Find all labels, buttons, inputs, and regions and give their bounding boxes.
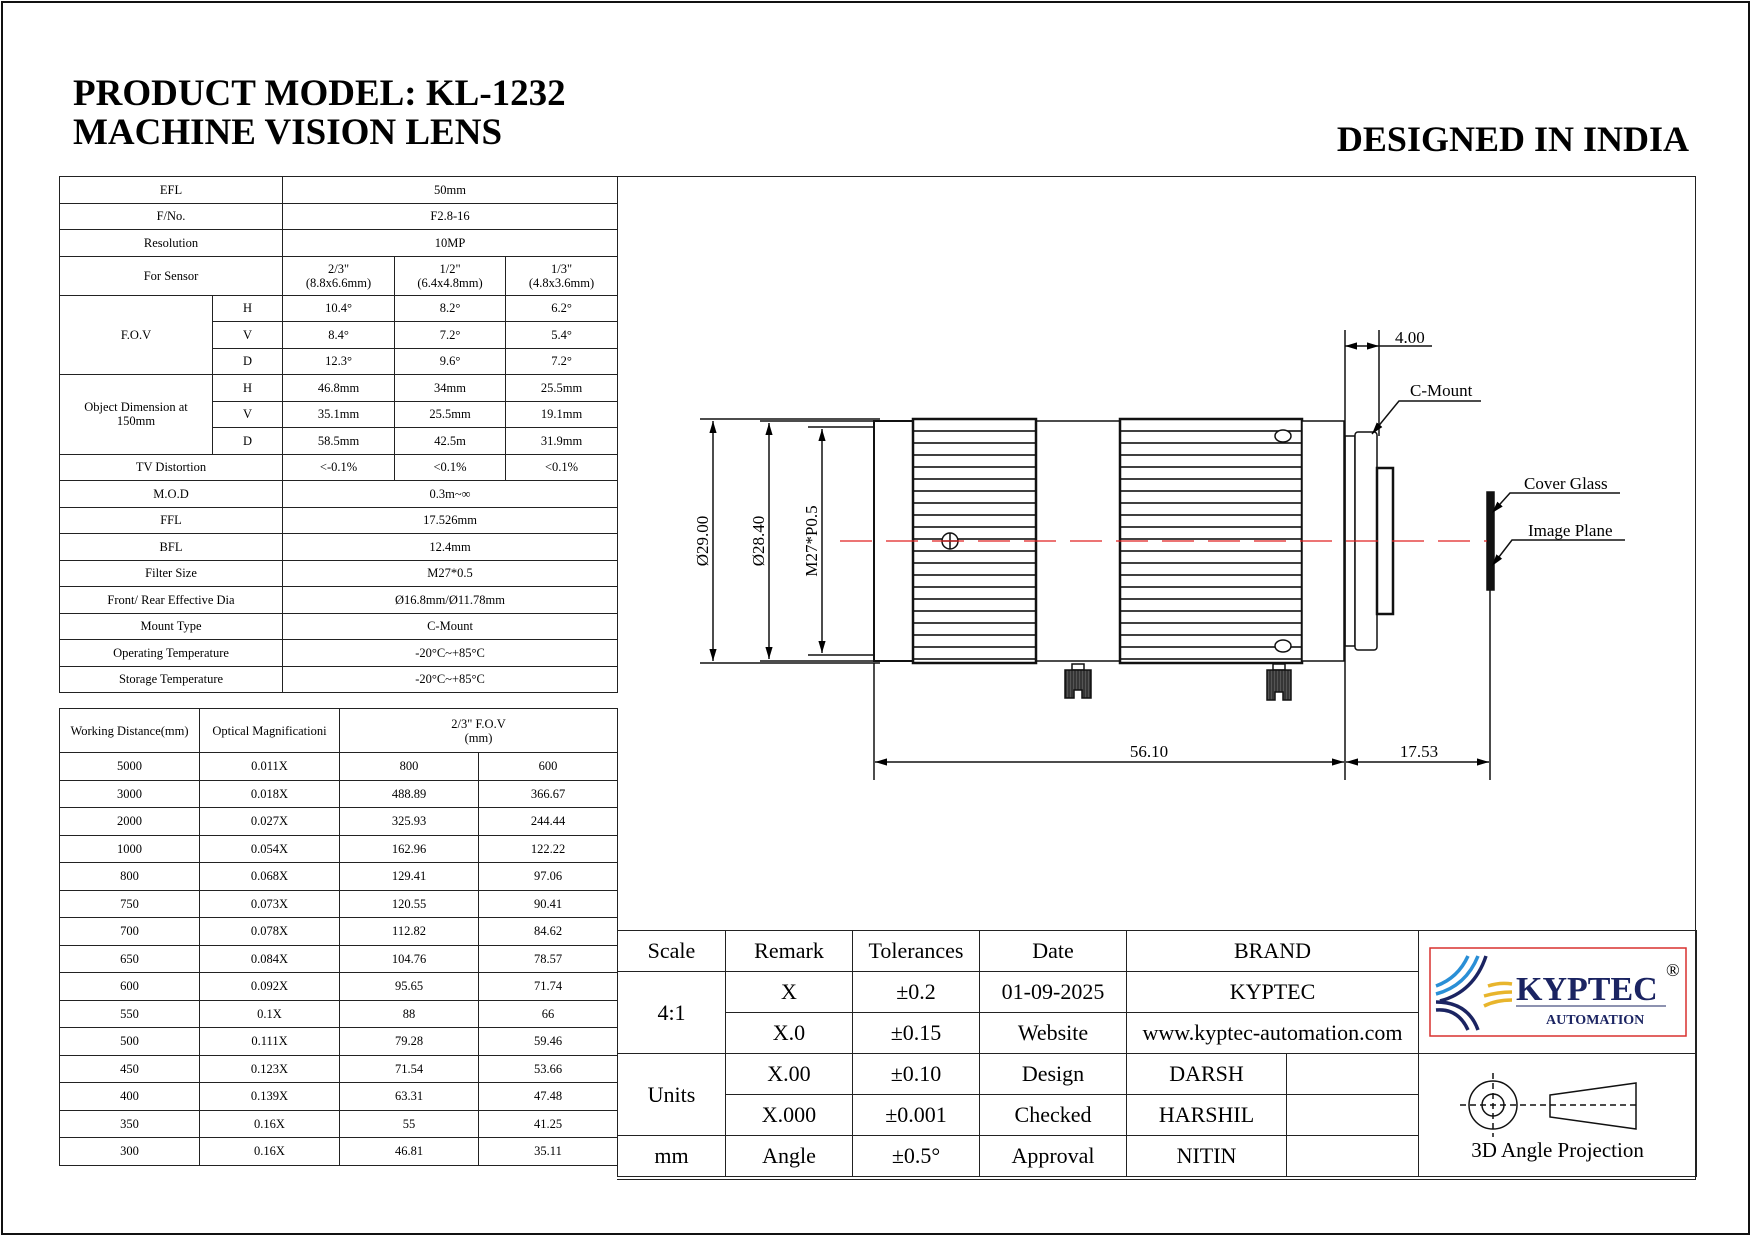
spec-label: F/No. [60, 203, 283, 230]
fov-header: 2/3" F.O.V (mm) [340, 709, 618, 753]
wd-cell-v: 600 [479, 753, 618, 781]
svg-text:®: ® [1665, 960, 1680, 980]
wd-cell-h: 129.41 [340, 863, 479, 891]
spec-label: Filter Size [60, 560, 283, 587]
spec-value: 31.9mm [506, 428, 618, 455]
projection-label: 3D Angle Projection [1471, 1138, 1644, 1162]
units-label: Units [618, 1054, 726, 1136]
wd-cell-v: 59.46 [479, 1028, 618, 1056]
design-label: Design [980, 1054, 1127, 1095]
wd-cell-wd: 600 [60, 973, 200, 1001]
design-value: DARSH [1127, 1054, 1287, 1095]
wd-cell-v: 66 [479, 1000, 618, 1028]
spec-value: 8.4° [283, 322, 395, 349]
wd-cell-h: 88 [340, 1000, 479, 1028]
wd-cell-mag: 0.084X [200, 945, 340, 973]
spec-value: 7.2° [506, 348, 618, 375]
spec-value: 25.5mm [506, 375, 618, 402]
spec-value: <0.1% [506, 454, 618, 481]
spec-value: 19.1mm [506, 401, 618, 428]
wd-cell-h: 120.55 [340, 890, 479, 918]
wd-cell-wd: 350 [60, 1110, 200, 1138]
wd-cell-mag: 0.027X [200, 808, 340, 836]
spec-value: F2.8-16 [283, 203, 618, 230]
wd-cell-wd: 500 [60, 1028, 200, 1056]
wd-cell-wd: 1000 [60, 835, 200, 863]
projection-cell [1419, 1054, 1697, 1177]
spec-label: Resolution [60, 230, 283, 257]
wd-cell-wd: 800 [60, 863, 200, 891]
remark-cell: Angle [726, 1136, 853, 1177]
units-value: mm [618, 1136, 726, 1177]
axis-label: D [213, 348, 283, 375]
dim-flange: 4.00 [1395, 328, 1425, 347]
tolerance-cell: ±0.2 [853, 972, 980, 1013]
sensor-col: 1/3" (4.8x3.6mm) [506, 256, 618, 295]
wd-cell-mag: 0.139X [200, 1083, 340, 1111]
wd-cell-mag: 0.123X [200, 1055, 340, 1083]
axis-label: H [213, 375, 283, 402]
wd-cell-v: 122.22 [479, 835, 618, 863]
wd-cell-mag: 0.1X [200, 1000, 340, 1028]
wd-cell-wd: 300 [60, 1138, 200, 1166]
spec-label: FFL [60, 507, 283, 534]
wd-cell-h: 800 [340, 753, 479, 781]
wd-cell-wd: 450 [60, 1055, 200, 1083]
tolerance-cell: ±0.10 [853, 1054, 980, 1095]
spec-value: 9.6° [395, 348, 506, 375]
spec-value: 6.2° [506, 295, 618, 322]
spec-value: 12.4mm [283, 534, 618, 561]
wd-cell-h: 488.89 [340, 780, 479, 808]
spec-label: TV Distortion [60, 454, 283, 481]
spec-value: -20°C~+85°C [283, 666, 618, 693]
wd-cell-wd: 400 [60, 1083, 200, 1111]
spec-value: 25.5mm [395, 401, 506, 428]
spec-value: 17.526mm [283, 507, 618, 534]
spec-value: Ø16.8mm/Ø11.78mm [283, 587, 618, 614]
axis-label: H [213, 295, 283, 322]
tolerances-header: Tolerances [853, 931, 980, 972]
wd-cell-wd: 700 [60, 918, 200, 946]
spec-value: <-0.1% [283, 454, 395, 481]
tolerance-cell: ±0.5° [853, 1136, 980, 1177]
wd-cell-h: 162.96 [340, 835, 479, 863]
axis-label: V [213, 322, 283, 349]
wd-cell-mag: 0.092X [200, 973, 340, 1001]
spec-label: F.O.V [60, 295, 213, 375]
date-value: 01-09-2025 [980, 972, 1127, 1013]
brand-value: KYPTEC [1127, 972, 1419, 1013]
remark-cell: X [726, 972, 853, 1013]
wd-cell-mag: 0.16X [200, 1138, 340, 1166]
wd-cell-wd: 750 [60, 890, 200, 918]
product-type-title: MACHINE VISION LENS [73, 112, 503, 153]
spec-value: 10.4° [283, 295, 395, 322]
wd-cell-v: 71.74 [479, 973, 618, 1001]
wd-cell-h: 104.76 [340, 945, 479, 973]
title-block [617, 930, 1697, 1177]
wd-cell-mag: 0.011X [200, 753, 340, 781]
spec-label: For Sensor [60, 256, 283, 295]
spec-value: 12.3° [283, 348, 395, 375]
wd-cell-v: 53.66 [479, 1055, 618, 1083]
dim-bfl: 17.53 [1399, 742, 1439, 761]
spec-label: Front/ Rear Effective Dia [60, 587, 283, 614]
approval-value: NITIN [1127, 1136, 1287, 1177]
dim-outer-diameter: Ø29.00 [693, 515, 712, 567]
wd-cell-v: 47.48 [479, 1083, 618, 1111]
wd-cell-v: 78.57 [479, 945, 618, 973]
wd-header: Working Distance(mm) [60, 709, 200, 753]
spec-value: 10MP [283, 230, 618, 257]
wd-cell-h: 79.28 [340, 1028, 479, 1056]
spec-value: 42.5m [395, 428, 506, 455]
wd-cell-mag: 0.16X [200, 1110, 340, 1138]
spec-value: 7.2° [395, 322, 506, 349]
wd-cell-h: 55 [340, 1110, 479, 1138]
design-sign [1287, 1054, 1419, 1095]
wd-cell-h: 325.93 [340, 808, 479, 836]
checked-sign [1287, 1095, 1419, 1136]
spec-value: 58.5mm [283, 428, 395, 455]
wd-cell-v: 244.44 [479, 808, 618, 836]
wd-cell-wd: 550 [60, 1000, 200, 1028]
wd-cell-mag: 0.078X [200, 918, 340, 946]
website-link[interactable]: www.kyptec-automation.com [1127, 1013, 1419, 1054]
checked-value: HARSHIL [1127, 1095, 1287, 1136]
sensor-col: 2/3" (8.8x6.6mm) [283, 256, 395, 295]
spec-value: 50mm [283, 177, 618, 204]
designed-in-label: DESIGNED IN INDIA [1336, 119, 1689, 159]
wd-cell-v: 90.41 [479, 890, 618, 918]
wd-cell-mag: 0.068X [200, 863, 340, 891]
label-image-plane: Image Plane [1528, 521, 1613, 540]
wd-cell-h: 95.65 [340, 973, 479, 1001]
spec-label: Storage Temperature [60, 666, 283, 693]
spec-value: 0.3m~∞ [283, 481, 618, 508]
scale-value: 4:1 [618, 972, 726, 1054]
dim-inner-diameter: Ø28.40 [749, 515, 768, 567]
spec-label: Object Dimension at 150mm [60, 375, 213, 455]
wd-cell-wd: 5000 [60, 753, 200, 781]
wd-cell-wd: 650 [60, 945, 200, 973]
approval-sign [1287, 1136, 1419, 1177]
remark-cell: X.00 [726, 1054, 853, 1095]
tolerance-cell: ±0.15 [853, 1013, 980, 1054]
scale-label: Scale [618, 931, 726, 972]
date-header: Date [980, 931, 1127, 972]
remark-cell: X.000 [726, 1095, 853, 1136]
logo-cell [1419, 931, 1697, 1054]
spec-value: C-Mount [283, 613, 618, 640]
spec-value: 35.1mm [283, 401, 395, 428]
wd-cell-v: 366.67 [479, 780, 618, 808]
spec-label: Mount Type [60, 613, 283, 640]
svg-text:AUTOMATION: AUTOMATION [1545, 1013, 1644, 1028]
kyptec-logo [1428, 946, 1688, 1038]
wd-cell-mag: 0.073X [200, 890, 340, 918]
remark-cell: X.0 [726, 1013, 853, 1054]
wd-cell-mag: 0.018X [200, 780, 340, 808]
tolerance-cell: ±0.001 [853, 1095, 980, 1136]
spec-label: Operating Temperature [60, 640, 283, 667]
wd-cell-v: 97.06 [479, 863, 618, 891]
wd-cell-mag: 0.054X [200, 835, 340, 863]
projection-symbol-icon [1458, 1073, 1658, 1143]
wd-cell-v: 84.62 [479, 918, 618, 946]
remark-header: Remark [726, 931, 853, 972]
checked-label: Checked [980, 1095, 1127, 1136]
axis-label: V [213, 401, 283, 428]
spec-value: -20°C~+85°C [283, 640, 618, 667]
wd-cell-h: 46.81 [340, 1138, 479, 1166]
spec-label: EFL [60, 177, 283, 204]
wd-cell-h: 63.31 [340, 1083, 479, 1111]
dim-thread: M27*P0.5 [802, 505, 821, 577]
wd-cell-v: 35.11 [479, 1138, 618, 1166]
mag-header: Optical Magnificationi [200, 709, 340, 753]
axis-label: D [213, 428, 283, 455]
wd-cell-h: 112.82 [340, 918, 479, 946]
wd-cell-wd: 3000 [60, 780, 200, 808]
spec-label: M.O.D [60, 481, 283, 508]
website-label: Website [980, 1013, 1127, 1054]
label-cover-glass: Cover Glass [1524, 474, 1608, 493]
spec-value: 46.8mm [283, 375, 395, 402]
wd-cell-h: 71.54 [340, 1055, 479, 1083]
spec-value: M27*0.5 [283, 560, 618, 587]
dim-length: 56.10 [1129, 742, 1169, 761]
svg-text:KYPTEC: KYPTEC [1515, 971, 1658, 1008]
label-c-mount: C-Mount [1410, 381, 1473, 400]
sensor-col: 1/2" (6.4x4.8mm) [395, 256, 506, 295]
wd-cell-wd: 2000 [60, 808, 200, 836]
wd-cell-v: 41.25 [479, 1110, 618, 1138]
approval-label: Approval [980, 1136, 1127, 1177]
product-model-title: PRODUCT MODEL: KL-1232 [73, 73, 566, 114]
brand-header: BRAND [1127, 931, 1419, 972]
spec-value: 34mm [395, 375, 506, 402]
spec-value: 5.4° [506, 322, 618, 349]
wd-cell-mag: 0.111X [200, 1028, 340, 1056]
spec-value: <0.1% [395, 454, 506, 481]
spec-value: 8.2° [395, 295, 506, 322]
spec-label: BFL [60, 534, 283, 561]
